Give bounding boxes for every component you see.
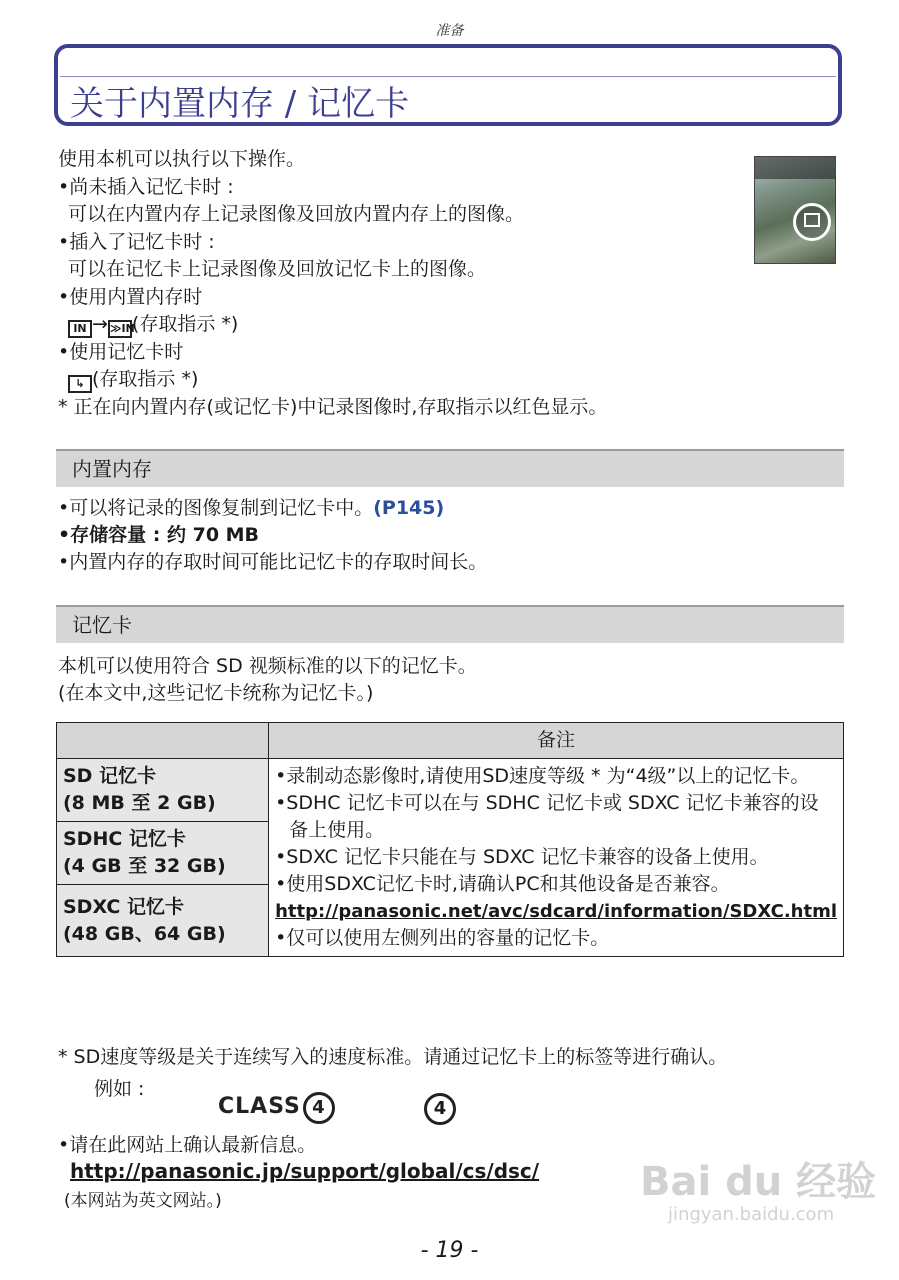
check-info-text: •请在此网站上确认最新信息。: [58, 1134, 317, 1156]
page-reference-link[interactable]: (P145): [373, 497, 445, 519]
note-2: •SDHC 记忆卡可以在与 SDHC 记忆卡或 SDXC 记忆卡兼容的设备上使用。: [275, 792, 819, 841]
card-name: SD 记忆卡: [63, 765, 157, 787]
english-site-note: (本网站为英文网站。): [64, 1191, 222, 1211]
note-4: •使用SDXC记忆卡时,请确认PC和其他设备是否兼容。: [275, 873, 730, 895]
note-5: •仅可以使用左侧列出的容量的记忆卡。: [275, 927, 610, 949]
card-capacity: (8 MB 至 2 GB): [63, 792, 216, 814]
card-capacity: (4 GB 至 32 GB): [63, 855, 226, 877]
table-header-notes: 备注: [269, 723, 844, 759]
intro-bullet-4-detail: [68, 366, 198, 393]
table-header-left: [57, 723, 269, 759]
note-3: •SDXC 记忆卡只能在与 SDXC 记忆卡兼容的设备上使用。: [275, 846, 769, 868]
intro-bullet-2-detail: 可以在记忆卡上记录图像及回放记忆卡上的图像。: [68, 258, 487, 280]
card-name: SDHC 记忆卡: [63, 828, 186, 850]
class4-circle-logo: 4: [424, 1093, 456, 1125]
access-indicator-note: (存取指示 *): [92, 368, 199, 390]
section-heading-memory-card: 记忆卡: [56, 605, 844, 643]
internal-item-1: [58, 495, 444, 522]
internal-item-1-text: •可以将记录的图像复制到记忆卡中。: [58, 497, 374, 519]
internal-item-3: •内置内存的存取时间可能比记忆卡的存取时间长。: [58, 551, 488, 573]
baidu-watermark: Bai du 经验: [640, 1159, 877, 1205]
intro-bullet-2: •插入了记忆卡时 :: [58, 231, 215, 253]
page-number: - 19 -: [420, 1238, 479, 1263]
intro-lead: 使用本机可以执行以下操作。: [58, 148, 306, 170]
intro-bullet-3: •使用内置内存时: [58, 286, 203, 308]
class-logo-text: CLASS: [218, 1094, 301, 1119]
class-logo-number: 4: [303, 1092, 335, 1124]
intro-bullet-1-detail: 可以在内置内存上记录图像及回放内置内存上的图像。: [68, 203, 525, 225]
table-notes-cell: [269, 759, 844, 957]
section-label: 准备: [435, 23, 464, 39]
intro-footnote: * 正在向内置内存(或记忆卡)中记录图像时,存取指示以红色显示。: [58, 396, 608, 418]
capacity-value: 70 MB: [192, 524, 260, 546]
sdxc-info-link[interactable]: http://panasonic.net/avc/sdcard/information/SDXC.html: [275, 901, 837, 922]
table-row-sdxc: [57, 885, 269, 957]
internal-memory-access-icon: ≫IN: [108, 320, 132, 338]
card-intro-2: (在本文中,这些记忆卡统称为记忆卡。): [58, 682, 374, 704]
camera-screen-image: [754, 156, 836, 264]
example-label: 例如 :: [94, 1078, 145, 1100]
card-name: SDXC 记忆卡: [63, 895, 184, 918]
note-1: •录制动态影像时,请使用SD速度等级 * 为“4级”以上的记忆卡。: [275, 765, 810, 787]
access-indicator-note: (存取指示 *): [131, 313, 239, 335]
internal-memory-icon: IN: [68, 320, 92, 338]
card-intro-1: 本机可以使用符合 SD 视频标准的以下的记忆卡。: [58, 655, 477, 677]
memory-card-table: [56, 722, 844, 957]
page-title: 关于内置内存 / 记忆卡: [70, 84, 410, 124]
speed-class-footnote: * SD速度等级是关于连续写入的速度标准。请通过记忆卡上的标签等进行确认。: [58, 1046, 728, 1068]
arrow: →: [92, 313, 108, 335]
intro-bullet-4: •使用记忆卡时: [58, 341, 184, 363]
table-row-sdhc: [57, 822, 269, 885]
support-site-link[interactable]: http://panasonic.jp/support/global/cs/dsc/: [70, 1159, 540, 1183]
capacity-label: •存储容量 : 约: [58, 524, 193, 546]
table-row-sd: [57, 759, 269, 822]
intro-bullet-3-detail: [68, 311, 238, 338]
intro-bullet-1: •尚未插入记忆卡时 :: [58, 176, 234, 198]
card-capacity: (48 GB、64 GB): [63, 922, 226, 945]
baidu-watermark-url: jingyan.baidu.com: [668, 1204, 835, 1225]
section-heading-internal-memory: 内置内存: [56, 449, 844, 487]
card-access-icon: ↳: [68, 375, 92, 393]
internal-item-2: [58, 522, 259, 549]
title-divider: [60, 76, 836, 77]
class4-logo: [218, 1092, 335, 1124]
